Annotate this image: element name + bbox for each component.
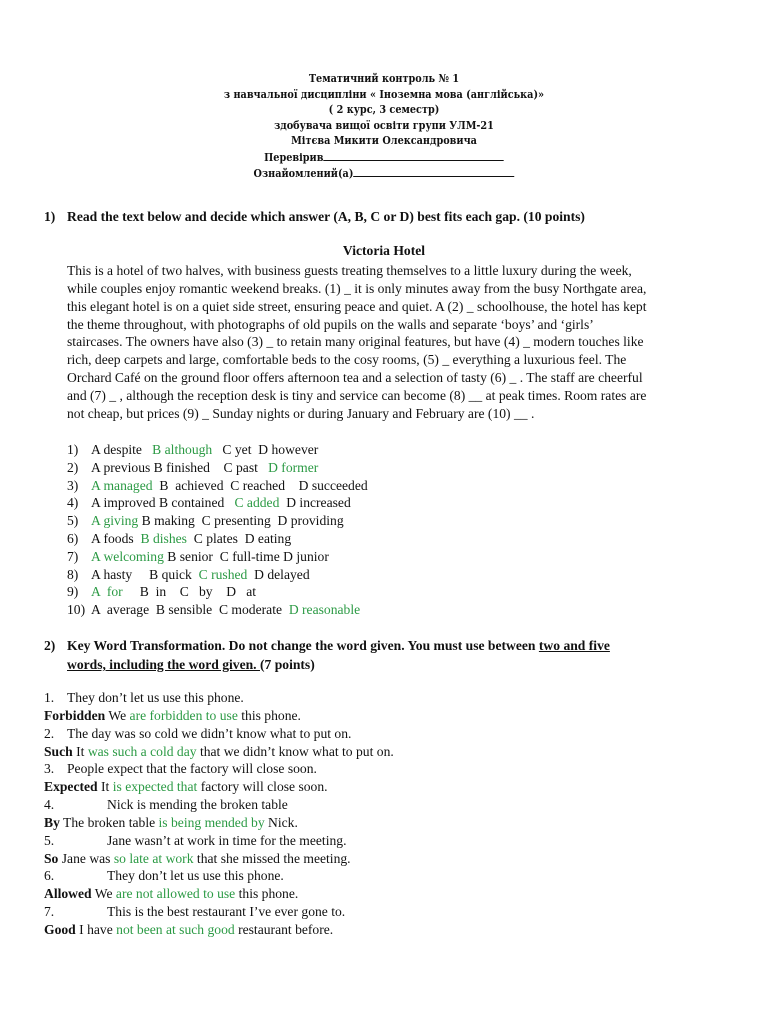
answer-number: 6) [67,530,79,546]
kw-answer-line [44,814,394,832]
answer-row [67,566,368,584]
text-line: while couples enjoy romantic weekend breaks. (1) _ it is only minutes away from the busy Northgate area, [67,280,647,296]
answer-row [67,477,368,495]
chosen-answer: A managed [91,477,153,493]
kw-original-sentence [44,903,394,921]
kw-item-number: 3. [44,761,55,777]
kw-after: this phone. [237,707,301,723]
answer-row [67,548,368,566]
kw-item-number: 7. [44,904,55,920]
task1-instruction [44,209,585,225]
chosen-answer: D reasonable [288,602,361,618]
answer-option: A hasty B quick [91,566,199,582]
kw-keyword: Good [44,921,76,937]
kw-after: factory will close soon. [197,779,328,795]
kw-answer: not been at such good [116,921,235,937]
kw-original-sentence [44,689,394,707]
kw-sentence: They don’t let us use this phone. [67,690,244,705]
header-group: здобувача вищої освіти групи УЛМ-21 [274,118,494,132]
kw-answer: was such a cold day [87,743,197,759]
answer-option: B in C by D at [122,584,257,600]
kw-answer: is expected that [112,779,198,795]
answer-option: A despite [91,442,153,457]
header-student-name: Мітєва Микити Олександровича [291,134,477,147]
chosen-answer: A giving [91,513,139,529]
kw-after: restaurant before. [234,921,334,937]
kw-item-number: 5. [44,832,55,848]
answer-option: A foods [91,530,141,546]
acquainted-blank [353,165,514,177]
chosen-answer: C rushed [198,566,248,582]
answer-row [67,494,368,512]
kw-answer-line [44,885,394,903]
text-line: not cheap, but prices (9) _ Sunday nights or during January and February are (10) __ . [67,405,535,421]
kw-item-number: 6. [44,868,55,884]
answer-option: B senior C full-time D junior [163,548,329,564]
kw-keyword: Forbidden [44,707,106,723]
kw-after: that we didn’t know what to put on. [196,743,394,759]
task2-title-underlined-1: two and five [538,638,610,653]
kw-answer-line [44,850,394,868]
answer-number: 3) [67,477,79,493]
answer-number: 1) [67,442,79,457]
task2-instruction [44,638,610,654]
kw-item-number: 1. [44,690,55,705]
answer-number: 5) [67,513,79,529]
text-line: This is a hotel of two halves, with business guests treating themselves to a little luxury during the week, [67,263,632,278]
task2-instruction-line2 [67,657,315,673]
answer-row [67,459,368,477]
answer-row [67,530,368,548]
kw-answer: so late at work [113,850,194,866]
answer-row [67,441,368,459]
kw-item-number: 4. [44,797,55,813]
text-line: the theme throughout, with photographs of old pupils on the walls and separate ‘boys’ and ‘girls’ [67,316,594,332]
kw-answer: is being mended by [158,814,265,830]
kw-sentence: The day was so cold we didn’t know what to put on. [67,725,352,741]
kw-original-sentence [44,725,394,743]
chosen-answer: D former [268,459,319,475]
kw-sentence: They don’t let us use this phone. [107,868,284,884]
task2-points: (7 points) [259,657,315,672]
answer-row [67,583,368,601]
kw-keyword: So [44,850,59,866]
acquainted-label: Ознайомлений(а) [253,167,354,180]
answer-option: C yet D however [212,442,319,457]
answer-option: D delayed [247,566,310,582]
task1-number: 1) [44,209,56,224]
kw-after: Nick. [264,814,298,830]
kw-answer-line [44,743,394,761]
answer-number: 8) [67,566,79,582]
kw-keyword: By [44,814,60,830]
task2-number: 2) [44,638,56,653]
chosen-answer: A for [91,584,123,600]
kw-sentence: Jane wasn’t at work in time for the meeting. [107,832,347,848]
answer-option: A improved B contained [91,495,235,511]
kw-original-sentence [44,760,394,778]
checked-blank [323,149,503,161]
kw-answer: are not allowed to use [115,886,236,902]
kw-before: It [76,743,88,759]
header-checked-line [46,149,722,166]
kw-answer-line [44,707,394,725]
chosen-answer: A welcoming [91,548,164,564]
kw-before: We [94,886,116,902]
kw-item-number: 2. [44,725,55,741]
kw-before: The broken table [63,814,159,830]
chosen-answer: C added [234,495,280,511]
text-line: and (7) _ , although the reception desk is tiny and service can become (8) __ at peak times. Room rates are [67,387,647,403]
answer-option: A previous B finished C past [91,459,269,475]
answer-option: D increased [279,495,351,511]
kw-after: this phone. [235,886,299,902]
checked-label: Перевірив [264,150,324,164]
answer-number: 7) [67,548,79,564]
task2-title-bold: Key Word Transformation [67,638,222,653]
task2-title-rest: . Do not change the word given. You must use between [221,638,539,653]
answer-number: 9) [67,584,79,600]
chosen-answer: B dishes [140,530,187,546]
kw-before: Jane was [61,850,114,866]
task2-items [44,689,394,939]
task2-title-underlined-2: words, including the word given. [67,657,260,672]
kw-after: that she missed the meeting. [193,850,351,866]
answer-option: B achieved C reached D succeeded [152,477,368,493]
kw-sentence: People expect that the factory will close soon. [67,761,317,777]
kw-answer-line [44,921,394,939]
kw-keyword: Allowed [44,886,92,902]
header-title: Тематичний контроль № 1 [308,72,460,85]
text-title: Victoria Hotel [342,243,426,258]
answer-option: A average B sensible C moderate [91,602,289,618]
header-discipline: з навчальної дисципліни « Іноземна мова (англійська)» [223,87,545,101]
answer-number: 10) [67,602,86,618]
reading-text [67,262,719,423]
answer-option: C plates D eating [186,530,292,546]
kw-before: We [108,707,130,723]
text-line: this elegant hotel is on a quiet side street, ensuring peace and quiet. A (2) _ schoolhouse, the hotel has kept [67,298,647,314]
task1-answer-list [67,441,368,619]
kw-original-sentence [44,796,394,814]
text-line: rich, deep carpets and large, comfortable beds to the cosy rooms, (5) _ everything a luxurious feel. The [67,352,627,368]
text-line: Orchard Café on the ground floor offers afternoon tea and a selection of tasty (6) _ . The staff are cheerful [67,370,643,386]
kw-keyword: Such [44,743,73,759]
header-acquainted-line [46,165,722,182]
kw-answer-line [44,778,394,796]
kw-original-sentence [44,832,394,850]
text-line: staircases. The owners have also (3) _ to retain many original features, but have (4) _ modern touches like [67,334,644,350]
kw-before: I have [79,921,117,937]
kw-original-sentence [44,867,394,885]
answer-number: 4) [67,495,79,511]
task1-instruction-text: Read the text below and decide which answer (A, B, C or D) best fits each gap. (10 points) [67,209,585,224]
kw-answer: are forbidden to use [129,707,238,723]
answer-row [67,512,368,530]
chosen-answer: B although [152,442,213,457]
answer-option: B making C presenting D providing [138,513,344,529]
document-header [46,71,722,182]
header-course: ( 2 курс, 3 семестр) [328,103,440,116]
answer-row [67,601,368,619]
answer-number: 2) [67,459,79,475]
kw-sentence: This is the best restaurant I’ve ever gone to. [107,904,346,920]
kw-sentence: Nick is mending the broken table [107,797,288,813]
kw-keyword: Expected [44,779,98,795]
kw-before: It [101,779,113,795]
